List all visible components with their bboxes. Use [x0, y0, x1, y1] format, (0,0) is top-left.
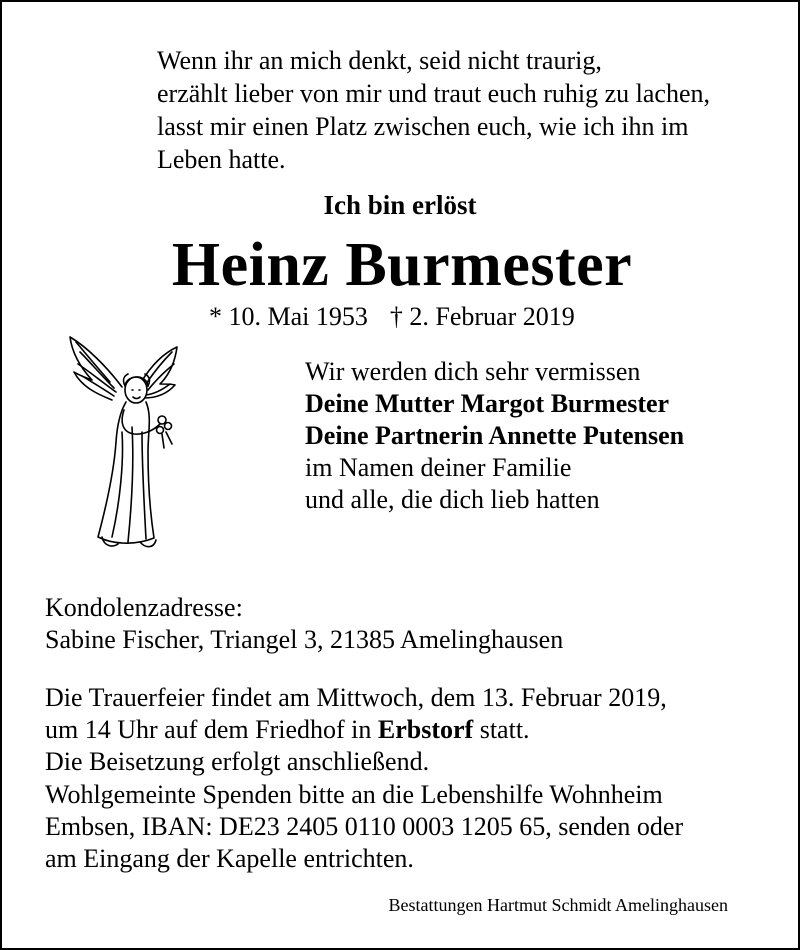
mourner-family: im Namen deiner Familie: [305, 453, 572, 482]
death-date: † 2. Februar 2019: [389, 302, 575, 331]
undertaker-credit: Bestattungen Hartmut Schmidt Amelinghausen: [388, 895, 728, 915]
service-line: [45, 714, 667, 746]
poem-line: erzählt lieber von mir und traut euch ruhig zu lachen,: [157, 79, 711, 108]
condolence-address: [45, 592, 563, 656]
donation-line: am Eingang der Kapelle entrichten.: [45, 844, 414, 873]
angel-icon: [62, 332, 182, 557]
service-line: Die Beisetzung erfolgt anschließend.: [45, 747, 430, 776]
poem-line: Wenn ihr an mich denkt, seid nicht traurig,: [157, 46, 602, 75]
mourners-block: [305, 356, 684, 516]
service-place: Erbstorf: [377, 715, 474, 744]
birth-date: * 10. Mai 1953: [209, 302, 368, 331]
poem: [157, 44, 777, 176]
mourners-intro: Wir werden dich sehr vermissen: [305, 357, 641, 386]
condolence-label: Kondolenzadresse:: [45, 593, 243, 622]
service-text: statt.: [473, 715, 530, 744]
donation-line: Embsen, IBAN: DE23 2405 0110 0003 1205 65, senden oder: [45, 812, 684, 841]
subtitle: Ich bin erlöst: [323, 190, 477, 220]
donation-line: Wohlgemeinte Spenden bitte an die Lebenshilfe Wohnheim: [45, 780, 663, 809]
donation-info: [45, 779, 683, 875]
mourner-partner: Deine Partnerin Annette Putensen: [305, 421, 685, 450]
funeral-service-info: [45, 682, 667, 778]
service-text: um 14 Uhr auf dem Friedhof in: [45, 715, 378, 744]
life-dates: [209, 302, 575, 332]
mourner-mother: Deine Mutter Margot Burmester: [305, 389, 670, 418]
mourner-all: und alle, die dich lieb hatten: [305, 485, 600, 514]
poem-line: Leben hatte.: [157, 145, 286, 174]
service-line: Die Trauerfeier findet am Mittwoch, dem 13. Februar 2019,: [45, 683, 667, 712]
deceased-name: Heinz Burmester: [171, 231, 633, 299]
condolence-address-line: Sabine Fischer, Triangel 3, 21385 Amelinghausen: [45, 625, 564, 654]
poem-line: lasst mir einen Platz zwischen euch, wie ich ihn im: [157, 112, 689, 141]
